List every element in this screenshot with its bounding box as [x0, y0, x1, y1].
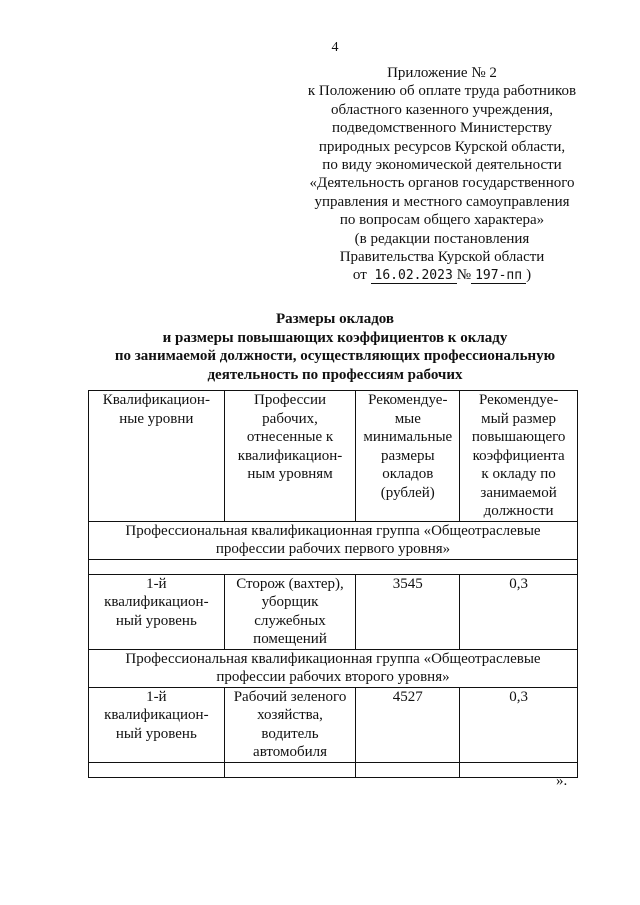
- cell-line: Рабочий зеленого: [233, 688, 347, 705]
- header-line: (рублей): [380, 484, 435, 501]
- header-line: Рекомендуе-: [478, 392, 559, 408]
- group-line: профессии рабочих второго уровня»: [216, 669, 450, 685]
- cell-line: служебных: [254, 612, 326, 629]
- salary-table: [88, 390, 578, 778]
- appendix-line: по виду экономической деятельности: [322, 157, 562, 174]
- cell-line: квалификацион-: [104, 707, 209, 723]
- group-line: Профессиональная квалификационная группа «Общеотраслевые: [125, 650, 541, 667]
- professions-cell: [224, 687, 356, 762]
- header-line: минимальные: [363, 429, 453, 445]
- table-row: [89, 687, 578, 762]
- salary-cell: 4527: [356, 687, 460, 762]
- cell-line: квалификацион-: [104, 594, 209, 610]
- header-line: окладов: [382, 466, 434, 482]
- cell-line: помещений: [253, 631, 327, 647]
- cell-line: 1-й: [146, 575, 167, 592]
- professions-cell: [224, 574, 356, 649]
- group-line: Профессиональная квалификационная группа «Общеотраслевые: [125, 522, 541, 539]
- cell-line: ный уровень: [115, 725, 197, 742]
- group-row-first-level: [89, 521, 578, 559]
- title-line: по занимаемой должности, осуществляющих профессиональную: [114, 348, 556, 364]
- coefficient-cell: 0,3: [460, 574, 578, 649]
- appendix-line: управления и местного самоуправления: [314, 193, 570, 210]
- header-cell-salary: [356, 391, 460, 522]
- header-cell-coefficient: [460, 391, 578, 522]
- appendix-line: Правительства Курской области: [339, 249, 545, 266]
- cell-line: автомобиля: [253, 744, 328, 760]
- title-line: деятельность по профессиям рабочих: [207, 366, 463, 383]
- appendix-header: [292, 64, 592, 286]
- resolution-date: 16.02.2023: [371, 268, 457, 284]
- resolution-number: 197-пп: [471, 268, 526, 284]
- empty-row: [89, 762, 578, 777]
- empty-cell: [224, 762, 356, 777]
- document-title: [60, 310, 610, 384]
- appendix-line: (в редакции постановления: [354, 230, 530, 247]
- empty-cell: [89, 559, 578, 574]
- header-line: коэффициента: [472, 447, 565, 464]
- salary-cell: 3545: [356, 574, 460, 649]
- header-line: Рекомендуе-: [368, 392, 448, 408]
- header-cell-professions: [224, 391, 356, 522]
- title-line: и размеры повышающих коэффициентов к окладу: [162, 329, 508, 346]
- cell-line: ный уровень: [115, 612, 197, 629]
- closing-paren: ): [526, 267, 532, 284]
- header-line: мый размер: [481, 410, 557, 427]
- empty-cell: [89, 762, 225, 777]
- cell-line: уборщик: [261, 594, 319, 610]
- table-row: [89, 574, 578, 649]
- group-row-second-level: [89, 649, 578, 687]
- header-cell-level: [89, 391, 225, 522]
- page-number: 4: [331, 40, 339, 55]
- header-line: должности: [483, 503, 554, 519]
- appendix-line: Приложение № 2: [387, 65, 497, 81]
- resolution-dateline: [292, 266, 592, 285]
- header-line: к окладу по: [481, 466, 556, 482]
- closing-quote: ».: [556, 773, 568, 789]
- appendix-line: подведомственного Министерству: [331, 120, 553, 137]
- header-line: Профессии: [254, 392, 326, 408]
- title-line: Размеры окладов: [275, 311, 395, 327]
- cell-line: 1-й: [146, 688, 167, 705]
- number-prefix: №: [456, 267, 472, 284]
- appendix-line: природных ресурсов Курской области,: [318, 138, 566, 155]
- header-line: ным уровням: [247, 466, 333, 482]
- appendix-line: к Положению об оплате труда работников: [307, 83, 577, 100]
- appendix-line: областного казенного учреждения,: [330, 101, 554, 118]
- appendix-line: по вопросам общего характера»: [339, 212, 545, 229]
- header-line: отнесенные к: [246, 429, 334, 445]
- header-line: занимаемой: [480, 484, 557, 501]
- group-cell: [89, 521, 578, 559]
- header-line: повышающего: [471, 429, 566, 445]
- header-line: Квалификацион-: [102, 392, 210, 408]
- header-line: рабочих,: [262, 410, 318, 427]
- level-cell: [89, 687, 225, 762]
- group-cell: [89, 649, 578, 687]
- cell-line: хозяйства,: [257, 707, 323, 723]
- date-prefix: от: [352, 267, 367, 284]
- cell-line: Сторож (вахтер),: [236, 575, 344, 592]
- coefficient-cell: 0,3: [460, 687, 578, 762]
- group-line: профессии рабочих первого уровня»: [215, 541, 451, 557]
- appendix-line: «Деятельность органов государственного: [309, 175, 575, 192]
- header-line: квалификацион-: [237, 447, 343, 464]
- header-line: ные уровни: [119, 410, 194, 427]
- cell-line: водитель: [261, 725, 319, 742]
- header-line: мые: [394, 410, 421, 427]
- empty-cell: [356, 762, 460, 777]
- empty-row: [89, 559, 578, 574]
- table-header-row: [89, 391, 578, 522]
- level-cell: [89, 574, 225, 649]
- header-line: размеры: [381, 447, 435, 464]
